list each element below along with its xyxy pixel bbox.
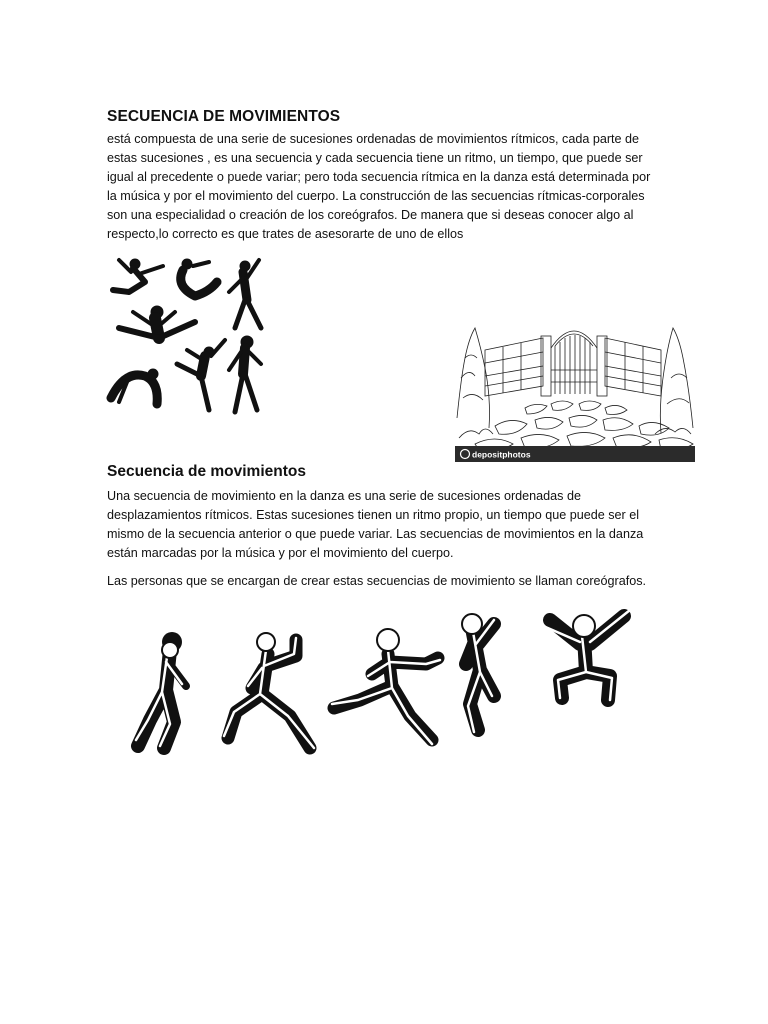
sequence-figure-4 <box>462 614 494 732</box>
silhouette-figure <box>229 260 261 328</box>
silhouette-figure <box>113 259 163 292</box>
section1-paragraph <box>107 130 667 244</box>
closing-paragraph: Las personas que se encargan de crear estas secuencias de movimiento se llaman coreógrafos. <box>107 574 647 588</box>
watermark-text: depositphotos <box>472 449 531 460</box>
paragraph-line: estas sucesiones , es una secuencia y cada secuencia tiene un ritmo, un tiempo, que puede ser <box>107 151 643 165</box>
movement-sequence-image <box>110 600 650 770</box>
silhouette-figure <box>119 306 195 338</box>
paragraph-line: respecto,lo correcto es que trates de asesorarte de uno de ellos <box>107 227 464 241</box>
paragraph-line: mismo de la secuencia anterior o que puede variar. Las secuencias de movimientos en la danza <box>107 527 644 541</box>
paragraph-line: están marcadas por la música y por el movimiento del cuerpo. <box>107 546 454 560</box>
sequence-figure-3 <box>332 629 440 744</box>
paragraph-line: son una especialidad o creación de los coreógrafos. De manera que si deseas conocer algo al <box>107 208 634 222</box>
paragraph-line: está compuesta de una serie de sucesiones ordenadas de movimientos rítmicos, cada parte de <box>107 132 640 146</box>
section1-title: SECUENCIA DE MOVIMIENTOS <box>107 108 341 125</box>
paragraph-line: Una secuencia de movimiento en la danza es una serie de sucesiones ordenadas de <box>107 489 581 503</box>
sequence-figure-1 <box>136 632 186 748</box>
section2-paragraph <box>107 487 667 563</box>
silhouette-figure <box>177 340 225 410</box>
silhouette-figure <box>181 259 217 296</box>
sequence-figure-5 <box>534 610 630 700</box>
sequence-figure-2 <box>224 633 314 748</box>
section2-title: Secuencia de movimientos <box>107 463 306 480</box>
silhouette-figure <box>229 336 261 412</box>
paragraph-line: la música y por el movimiento del cuerpo. La construcción de las secuencias rítmicas-corporales <box>107 189 645 203</box>
dancer-silhouettes-image <box>105 252 271 418</box>
paragraph-line: igual al precedente o puede variar; pero toda secuencia rítmica en la danza está determinada por <box>107 170 651 184</box>
paragraph-line: desplazamientos rítmicos. Estas sucesiones tienen un ritmo propio, un tiempo que puede ser el <box>107 508 640 522</box>
garden-gate-image <box>455 258 695 462</box>
silhouette-figure <box>111 369 158 404</box>
